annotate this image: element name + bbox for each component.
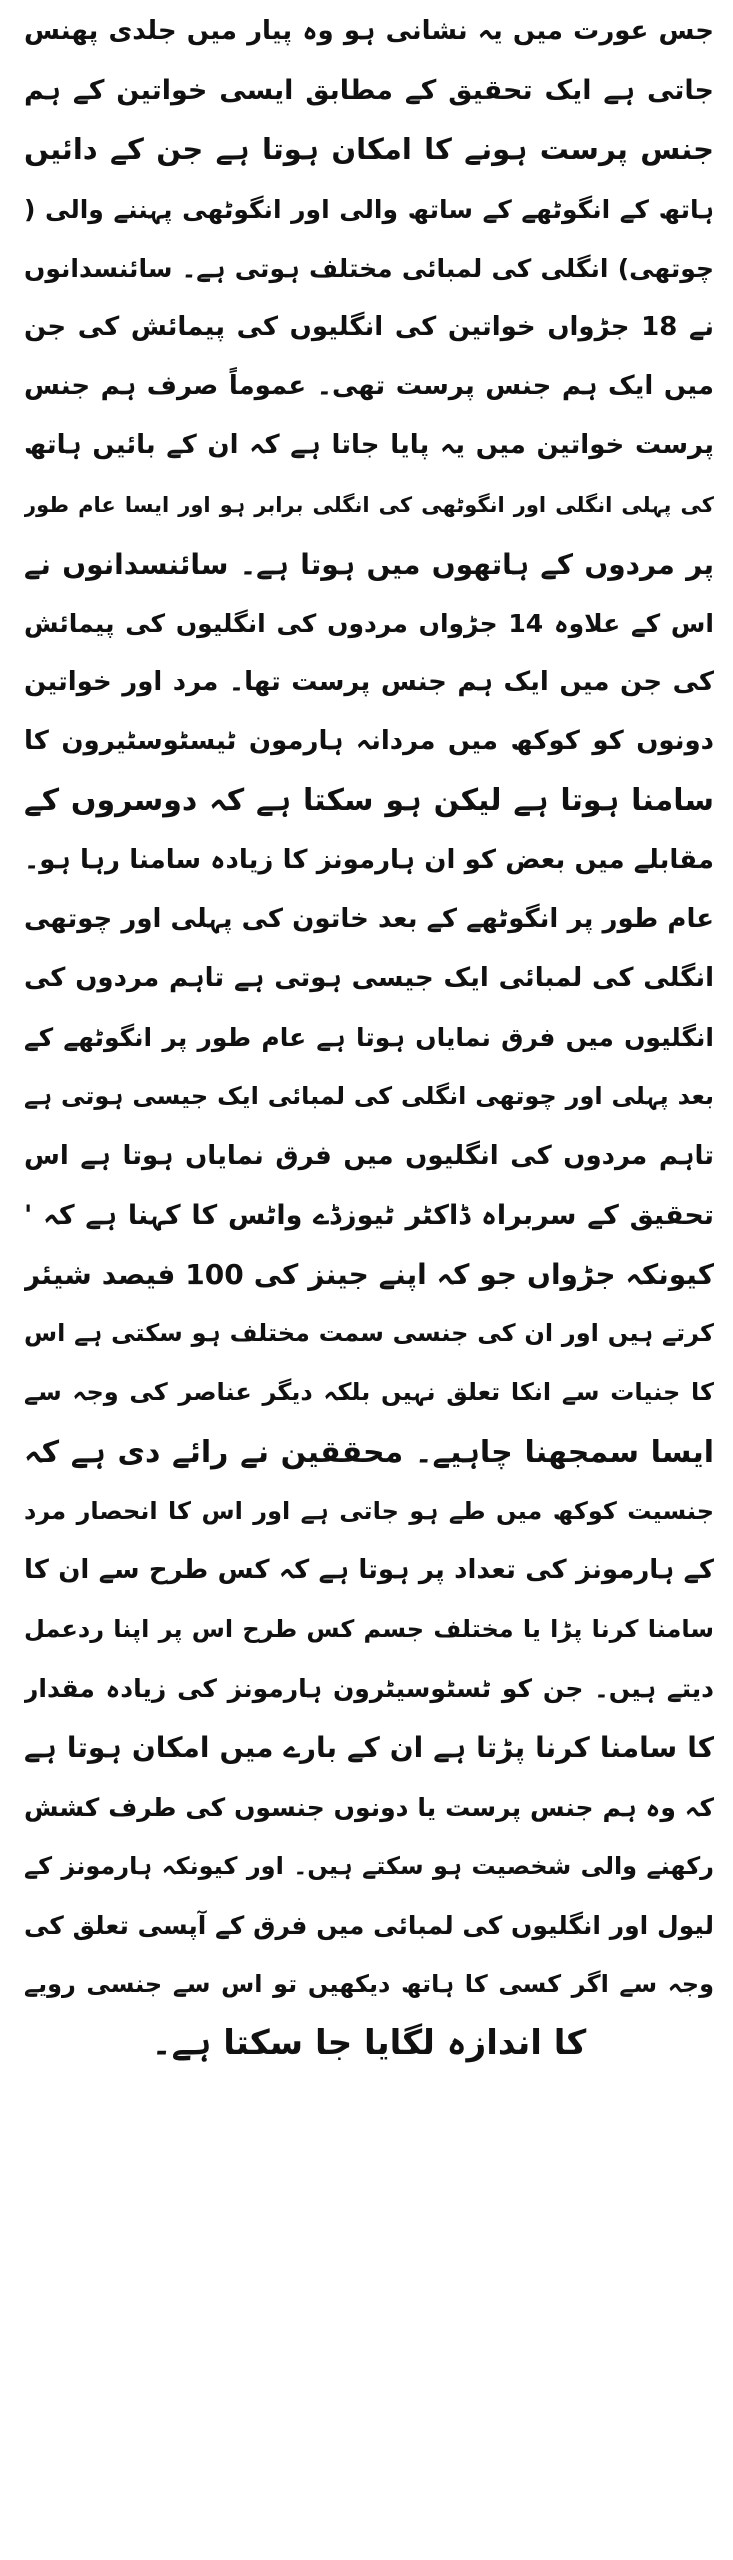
- article-line: دیتے ہیں۔ جن کو ٹسٹوسیٹرون ہارمونز کی زیادہ مقدار: [24, 1674, 714, 1704]
- article-line: چوتھی) انگلی کی لمبائی مختلف ہوتی ہے۔ سائنسدانوں: [24, 253, 714, 283]
- article-line: انگلیوں میں فرق نمایاں ہوتا ہے عام طور پر انگوٹھے کے: [24, 1023, 714, 1053]
- article-line: کیونکہ جڑواں جو کہ اپنے جینز کی 100 فیصد شیئر: [24, 1257, 714, 1291]
- article-line: کرتے ہیں اور ان کی جنسی سمت مختلف ہو سکتی ہے اس: [24, 1319, 714, 1348]
- article-line: جس عورت میں یہ نشانی ہو وہ پیار میں جلدی پھنس: [24, 16, 714, 46]
- article-line: انگلی کی لمبائی ایک جیسی ہوتی ہے تاہم مردوں کی: [24, 963, 714, 993]
- article-line: ہاتھ کے انگوٹھے کے ساتھ والی اور انگوٹھی پہننے والی (: [24, 194, 714, 224]
- article-line: تاہم مردوں کی انگلیوں میں فرق نمایاں ہوتا ہے اس: [24, 1140, 714, 1171]
- article-line: جاتی ہے ایک تحقیق کے مطابق ایسی خواتین کے ہم: [24, 75, 714, 107]
- article-line: تحقیق کے سربراہ ڈاکٹر ٹیوزڈے واٹس کا کہنا ہے کہ ': [24, 1199, 714, 1231]
- article-line: کا سامنا کرنا پڑتا ہے ان کے بارے میں امکان ہوتا ہے: [24, 1731, 714, 1765]
- article-line: کا جنیات سے انکا تعلق نہیں بلکہ دیگر عناصر کی وجہ سے: [24, 1378, 714, 1407]
- article-line: رکھنے والی شخصیت ہو سکتے ہیں۔ اور کیونکہ ہارمونز کے: [24, 1851, 714, 1880]
- article-line: کی جن میں ایک ہم جنس پرست تھا۔ مرد اور خواتین: [24, 667, 714, 698]
- article-line: دونوں کو کوکھ میں مردانہ ہارمون ٹیسٹوسٹیرون کا: [24, 726, 714, 757]
- article-line: بعد پہلی اور چوتھی انگلی کی لمبائی ایک جیسی ہوتی ہے: [24, 1082, 714, 1111]
- article-line: پرست خواتین میں یہ پایا جاتا ہے کہ ان کے بائیں ہاتھ: [24, 430, 714, 461]
- article-line: عام طور پر انگوٹھے کے بعد خاتون کی پہلی اور چوتھی: [24, 903, 714, 934]
- article-line: سامنا ہوتا ہے لیکن ہو سکتا ہے کہ دوسروں کے: [24, 783, 714, 819]
- article-line: کے ہارمونز کی تعداد پر ہوتا ہے کہ کس طرح سے ان کا: [24, 1554, 714, 1585]
- article-line: کا اندازہ لگایا جا سکتا ہے۔: [151, 2023, 587, 2064]
- article-line: اس کے علاوہ 14 جڑواں مردوں کی انگلیوں کی پیمائش: [24, 608, 714, 638]
- article-line: وجہ سے اگر کسی کا ہاتھ دیکھیں تو اس سے جنسی رویے: [24, 1970, 714, 1999]
- article-line: ایسا سمجھنا چاہیے۔ محققین نے رائے دی ہے کہ: [24, 1434, 714, 1470]
- article-body: [24, 2, 714, 2074]
- article-line: پر مردوں کے ہاتھوں میں ہوتا ہے۔ سائنسدانوں نے: [24, 547, 714, 581]
- article-line: مقابلے میں بعض کو ان ہارمونز کا زیادہ سامنا رہا ہو۔: [24, 844, 714, 875]
- article-line: میں ایک ہم جنس پرست تھی۔ عموماً صرف ہم جنس: [24, 371, 714, 402]
- article-line: کہ وہ ہم جنس پرست یا دونوں جنسوں کی طرف کشش: [24, 1792, 714, 1822]
- article-line: کی پہلی انگلی اور انگوٹھی کی انگلی برابر ہو اور ایسا عام طور: [24, 492, 714, 517]
- article-line: سامنا کرنا پڑا یا مختلف جسم کس طرح اس پر اپنا ردعمل: [24, 1615, 714, 1644]
- article-line: نے 18 جڑواں خواتین کی انگلیوں کی پیمائش کی جن: [24, 311, 714, 342]
- article-line: لیول اور انگلیوں کی لمبائی میں فرق کے آپسی تعلق کی: [24, 1911, 714, 1940]
- article-line: جنس پرست ہونے کا امکان ہوتا ہے جن کے دائیں: [24, 132, 714, 167]
- article-line: جنسیت کوکھ میں طے ہو جاتی ہے اور اس کا انحصار مرد: [24, 1496, 714, 1525]
